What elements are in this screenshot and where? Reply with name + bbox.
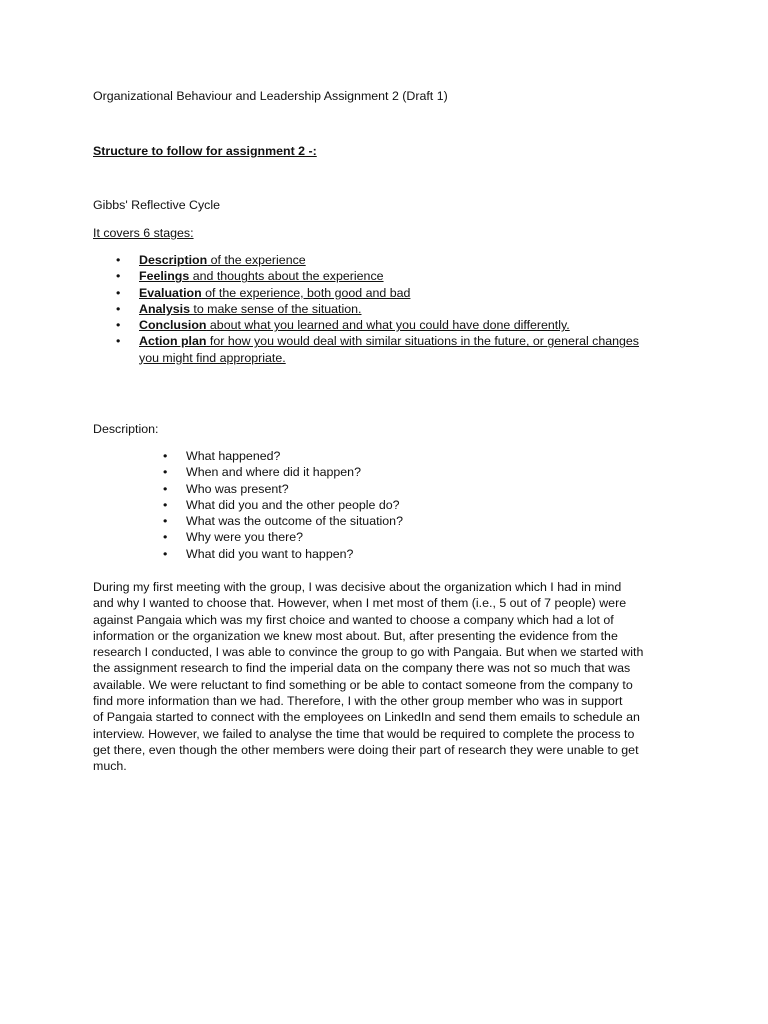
bullet-icon: •	[116, 318, 121, 333]
list-item	[163, 513, 403, 529]
question-text: What was the outcome of the situation?	[186, 514, 403, 529]
paragraph-line: find more information than we had. Therefore, I with the other group member who was in support	[93, 694, 623, 709]
paragraph-line: the assignment research to find the imperial data on the company there was not so much that was	[93, 661, 631, 676]
stage-text: of the experience	[207, 253, 306, 267]
stage-text: and thoughts about the experience	[189, 269, 384, 284]
paragraph-line: information or the organization we knew most about. But, after presenting the evidence from the	[93, 628, 618, 643]
description-questions-list	[163, 448, 403, 562]
structure-heading: Structure to follow for assignment 2 -:	[93, 144, 317, 158]
bullet-icon: •	[163, 546, 168, 561]
stage-text: of the experience, both good and bad	[201, 285, 411, 300]
stage-term: Analysis	[139, 301, 190, 316]
list-item	[163, 448, 403, 464]
bullet-icon: •	[163, 514, 168, 529]
list-item	[163, 481, 403, 497]
paragraph-line: get there, even though the other members were doing their part of research they were unable to get	[93, 742, 639, 757]
question-text: What did you want to happen?	[186, 546, 354, 561]
stages-intro: It covers 6 stages:	[93, 226, 194, 240]
cycle-name: Gibbs' Reflective Cycle	[93, 198, 221, 212]
list-item	[116, 317, 639, 333]
list-item	[163, 497, 403, 513]
list-item	[116, 333, 639, 366]
list-item	[163, 529, 403, 545]
stage-text: to make sense of the situation.	[189, 301, 362, 316]
paragraph-line: much.	[93, 759, 127, 774]
question-text: Who was present?	[186, 481, 289, 496]
bullet-icon: •	[163, 530, 168, 545]
question-text: Why were you there?	[186, 530, 304, 545]
bullet-icon: •	[116, 285, 121, 300]
bullet-icon: •	[116, 301, 121, 316]
list-item	[163, 546, 403, 562]
paragraph-line: research I conducted, I was able to convince the group to go with Pangaia. But when we started with	[93, 645, 644, 660]
paragraph-line: available. We were reluctant to find something or be able to contact someone from the company to	[93, 677, 633, 692]
paragraph-line: During my first meeting with the group, I was decisive about the organization which I had in mind	[93, 580, 622, 594]
paragraph-line: of Pangaia started to connect with the employees on LinkedIn and send them emails to schedule an	[93, 710, 640, 725]
bullet-icon: •	[163, 497, 168, 512]
question-text: What did you and the other people do?	[186, 497, 400, 512]
list-item	[116, 285, 639, 301]
stage-term: Action plan	[139, 334, 207, 349]
bullet-icon: •	[116, 334, 121, 349]
bullet-icon: •	[163, 449, 168, 463]
stage-text-continued: you might find appropriate.	[139, 350, 286, 365]
paragraph-line: and why I wanted to choose that. However, when I met most of them (i.e., 5 out of 7 people) were	[93, 596, 627, 611]
list-item	[116, 252, 639, 268]
stage-text: about what you learned and what you could have done differently.	[206, 318, 570, 333]
list-item	[116, 301, 639, 317]
paragraph-line: interview. However, we failed to analyse the time that would be required to complete the process to	[93, 726, 635, 741]
stage-term: Conclusion	[139, 318, 207, 333]
stage-term: Feelings	[139, 269, 190, 284]
stages-list	[116, 252, 639, 366]
bullet-icon: •	[163, 481, 168, 496]
paragraph-line: against Pangaia which was my first choice and wanted to choose a company which had a lot of	[93, 612, 614, 627]
document-title: Organizational Behaviour and Leadership Assignment 2 (Draft 1)	[93, 89, 448, 103]
list-item	[116, 268, 639, 284]
question-text: When and where did it happen?	[186, 465, 361, 480]
bullet-icon: •	[116, 269, 121, 284]
bullet-icon: •	[163, 465, 168, 480]
bullet-icon: •	[116, 253, 121, 267]
stage-text: for how you would deal with similar situations in the future, or general changes	[206, 334, 639, 349]
question-text: What happened?	[186, 449, 281, 463]
stage-term: Evaluation	[139, 285, 202, 300]
reflection-paragraph	[93, 579, 683, 775]
list-item	[163, 464, 403, 480]
stage-term: Description	[139, 253, 208, 267]
description-label: Description:	[93, 422, 159, 436]
